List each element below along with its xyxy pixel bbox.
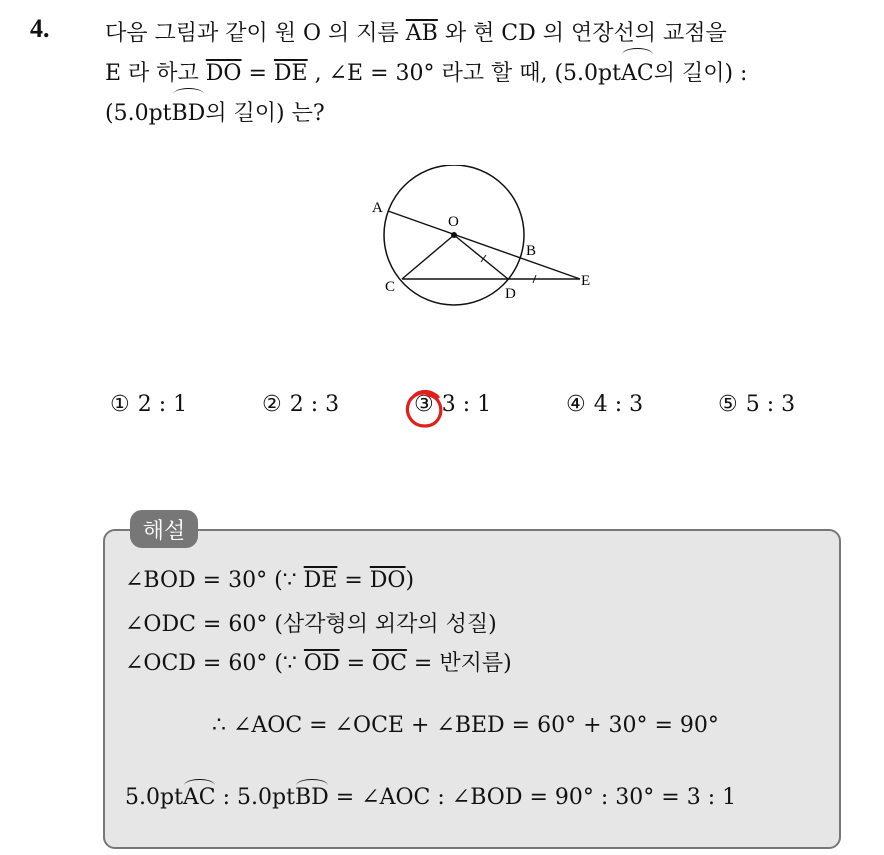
q-text-2a: E 라 하고 (105, 61, 206, 86)
label-d: D (505, 286, 516, 302)
sol-3-eq: = (339, 651, 373, 676)
sol-arc-ac: AC (182, 785, 216, 810)
arc-bd: BD (172, 94, 206, 134)
sol-5a: 5.0pt (125, 785, 183, 810)
solution-line-2: ∠ODC = 60° (삼각형의 외각의 성질) (125, 612, 497, 637)
choice-5[interactable] (718, 392, 795, 417)
geometry-figure (355, 165, 605, 325)
choice-1-text: 2 : 1 (137, 392, 188, 417)
sol-3b: = 반지름) (406, 651, 512, 676)
q-text-3a: (5.0pt (105, 101, 172, 126)
sol-1a: ∠BOD = 30° (∵ (125, 568, 304, 593)
sol-arc-bd: BD (294, 785, 329, 810)
label-a: A (372, 200, 383, 216)
line-o-c (402, 235, 454, 279)
q-equals: = (241, 61, 274, 86)
question-line-3 (105, 94, 865, 134)
label-o: O (448, 214, 459, 230)
question-line-2 (105, 54, 865, 94)
sol-segment-do: $\overline{DO}$ (369, 568, 406, 593)
choice-2[interactable] (262, 392, 339, 417)
choice-3-symbol: ③ (414, 392, 434, 417)
q-text-3b: 의 길이) 는? (205, 101, 325, 126)
choice-4[interactable] (566, 392, 643, 417)
solution-line-1 (125, 568, 414, 593)
solution-line-3 (125, 646, 512, 677)
choice-2-text: 2 : 3 (289, 392, 340, 417)
choice-2-symbol: ② (262, 392, 282, 417)
sol-3a: ∠OCD = 60° (∵ (125, 651, 304, 676)
question-line-1 (105, 14, 865, 54)
sol-1b: ) (405, 568, 415, 593)
segment-do: $\overline{DO}$ (205, 61, 242, 86)
solution-tag: 해설 (130, 510, 198, 548)
choice-5-text: 5 : 3 (745, 392, 796, 417)
question-text (105, 14, 865, 134)
sol-1-eq: = (337, 568, 370, 593)
line-a-e (388, 211, 580, 279)
label-b: B (526, 243, 537, 259)
choice-5-symbol: ⑤ (718, 392, 738, 417)
label-c: C (385, 279, 396, 295)
label-e: E (581, 273, 591, 289)
choice-1[interactable] (110, 392, 187, 417)
question-number: 4. (30, 14, 50, 43)
choice-4-symbol: ④ (566, 392, 586, 417)
segment-ab: $\overline{AB}$ (405, 21, 438, 46)
sol-5b: : 5.0pt (215, 785, 295, 810)
solution-line-5 (125, 785, 736, 810)
sol-5c: = ∠AOC : ∠BOD = 90° : 30° = 3 : 1 (328, 785, 737, 810)
sol-segment-de: $\overline{DE}$ (303, 568, 338, 593)
arc-ac: AC (621, 54, 654, 94)
choice-1-symbol: ① (110, 392, 130, 417)
q-text-1a: 다음 그림과 같이 원 O 의 지름 (105, 21, 406, 46)
sol-segment-od: $\overline{OD}$ (303, 651, 340, 676)
center-point (451, 232, 457, 238)
sol-segment-oc: $\overline{OC}$ (372, 651, 407, 676)
q-text-2c: 의 길이) : (653, 61, 748, 86)
segment-de: $\overline{DE}$ (273, 61, 308, 86)
choice-4-text: 4 : 3 (593, 392, 644, 417)
choice-3-text: 3 : 1 (441, 392, 492, 417)
solution-line-4: ∴ ∠AOC = ∠OCE + ∠BED = 60° + 30° = 90° (212, 713, 719, 738)
q-text-1b: 와 현 CD 의 연장선의 교점을 (437, 21, 727, 46)
q-text-2b: , ∠E = 30° 라고 할 때, (5.0pt (307, 61, 621, 86)
line-o-d (454, 235, 508, 279)
answer-mark-icon (404, 388, 446, 430)
